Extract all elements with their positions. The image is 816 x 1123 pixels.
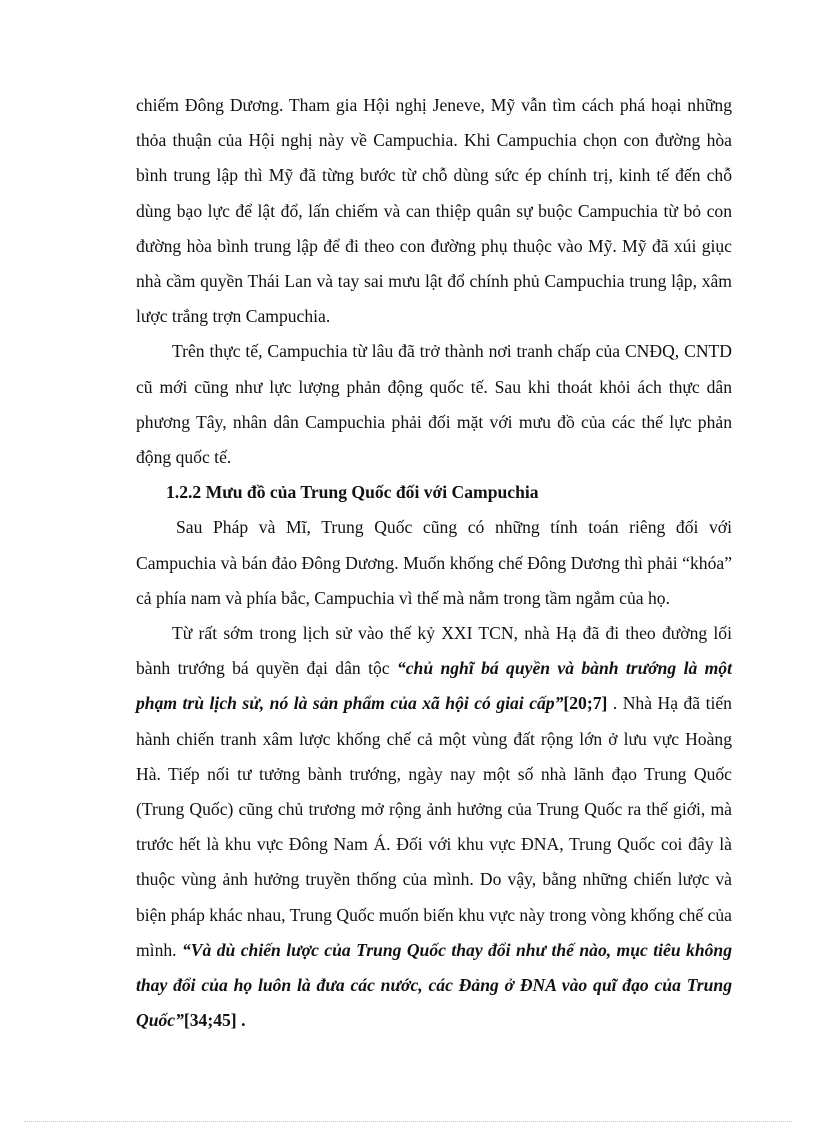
citation-1: [20;7] bbox=[563, 693, 608, 714]
quote-2: “Và dù chiến lược của Trung Quốc thay đổi như thế nào, mục tiêu không thay đổi của họ luôn là đưa các nước, các Đảng ở ĐNA vào quĩ đạo của Trung Quốc” bbox=[136, 939, 732, 1031]
quote-1: “chủ nghĩ bá quyền và bành trướng là một phạm trù lịch sử, nó là sản phẩm của xã hội có giai cấp” bbox=[136, 658, 732, 714]
paragraph-4 bbox=[136, 616, 732, 1038]
citation-2: [34;45] bbox=[183, 1010, 237, 1031]
paragraph-2: Trên thực tế, Campuchia từ lâu đã trở thành nơi tranh chấp của CNĐQ, CNTD cũ mới cũng như lực lượng phản động quốc tế. Sau khi thoát khỏi ách thực dân phương Tây, nhân dân Campuchia phải đối mặt với mưu đồ của các thế lực phản động quốc tế. bbox=[136, 341, 732, 468]
paragraph-3: Sau Pháp và Mĩ, Trung Quốc cũng có những tính toán riêng đối với Campuchia và bán đảo Đông Dương. Muốn khống chế Đông Dương thì phải “khóa” cả phía nam và phía bắc, Campuchia vì thế mà nằm trong tầm ngắm của họ. bbox=[136, 517, 732, 608]
paragraph-1: chiếm Đông Dương. Tham gia Hội nghị Jeneve, Mỹ vẫn tìm cách phá hoại những thỏa thuận của Hội nghị này về Campuchia. Khi Campuchia chọn con đường hòa bình trung lập thì Mỹ đã từng bước từ chỗ dùng sức ép chính trị, kinh tế đến chỗ dùng bạo lực để lật đổ, lấn chiếm và can thiệp quân sự buộc Campuchia từ bỏ con đường hòa bình trung lập để đi theo con đường phụ thuộc vào Mỹ. Mỹ đã xúi giục nhà cầm quyền Thái Lan và tay sai mưu lật đổ chính phủ Campuchia trung lập, xâm lược trắng trợn Campuchia. bbox=[136, 95, 732, 327]
paragraph-4-text-2: . Nhà Hạ đã tiến hành chiến tranh xâm lược khống chế cả một vùng đất rộng lớn ở lưu vực Hoàng Hà. Tiếp nối tư tưởng bành trướng, ngày nay một số nhà lãnh đạo Trung Quốc (Trung Quốc) cũng chủ trương mở rộng ảnh hưởng của Trung Quốc ra thế giới, mà trước hết là khu vực Đông Nam Á. Đối với khu vực ĐNA, Trung Quốc coi đây là thuộc vùng ảnh hưởng truyền thống của mình. Do vậy, bằng những chiến lược và biện pháp khác nhau, Trung Quốc muốn biến khu vực này trong vòng khống chế của mình. bbox=[136, 693, 732, 960]
page-bottom-divider bbox=[24, 1121, 792, 1122]
section-heading: 1.2.2 Mưu đồ của Trung Quốc đối với Campuchia bbox=[166, 482, 539, 503]
paragraph-4-ending: . bbox=[236, 1010, 246, 1031]
document-page bbox=[136, 88, 732, 1038]
paragraph-4-text-1: Từ rất sớm trong lịch sử vào thế kỷ XXI TCN, nhà Hạ đã đi theo đường lối bành trướng bá quyền đại dân tộc bbox=[136, 623, 732, 679]
